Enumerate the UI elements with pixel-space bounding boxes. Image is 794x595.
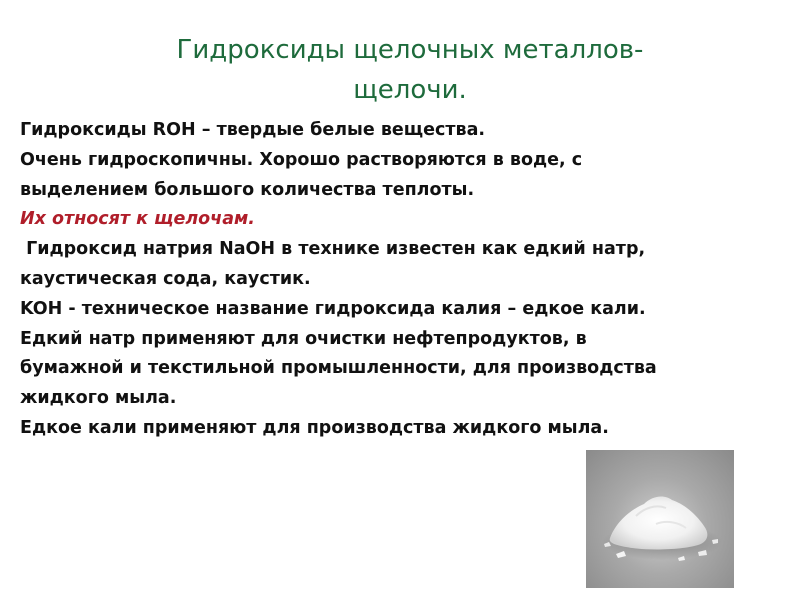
body-line-6: каустическая сода, каустик. [20, 268, 311, 289]
body-line-8: Едкий натр применяют для очистки нефтепродуктов, в [20, 328, 587, 349]
body-line-accent: Их относят к щелочам. [20, 209, 255, 230]
body-line-10: жидкого мыла. [20, 388, 177, 409]
body-line-11: Едкое кали применяют для производства жидкого мыла. [20, 417, 609, 438]
slide-title-line-1: Гидроксиды щелочных металлов- [176, 35, 644, 65]
body-line-9: бумажной и текстильной промышленности, для производства [20, 358, 657, 379]
slide-title-line-2: щелочи. [353, 75, 467, 105]
slide-title [60, 30, 760, 110]
body-line-1: Гидроксиды ROH – твердые белые вещества. [20, 120, 486, 140]
body-text [20, 116, 760, 444]
body-line-2: Очень гидроскопичны. Хорошо растворяются в воде, с [20, 149, 583, 170]
white-flakes-photo [586, 450, 734, 588]
body-line-7: KOH - техническое название гидроксида калия – едкое кали. [20, 298, 646, 319]
body-line-3: выделением большого количества теплоты. [20, 179, 475, 200]
body-line-5: Гидроксид натрия NaOH в технике известен как едкий натр, [20, 239, 646, 260]
